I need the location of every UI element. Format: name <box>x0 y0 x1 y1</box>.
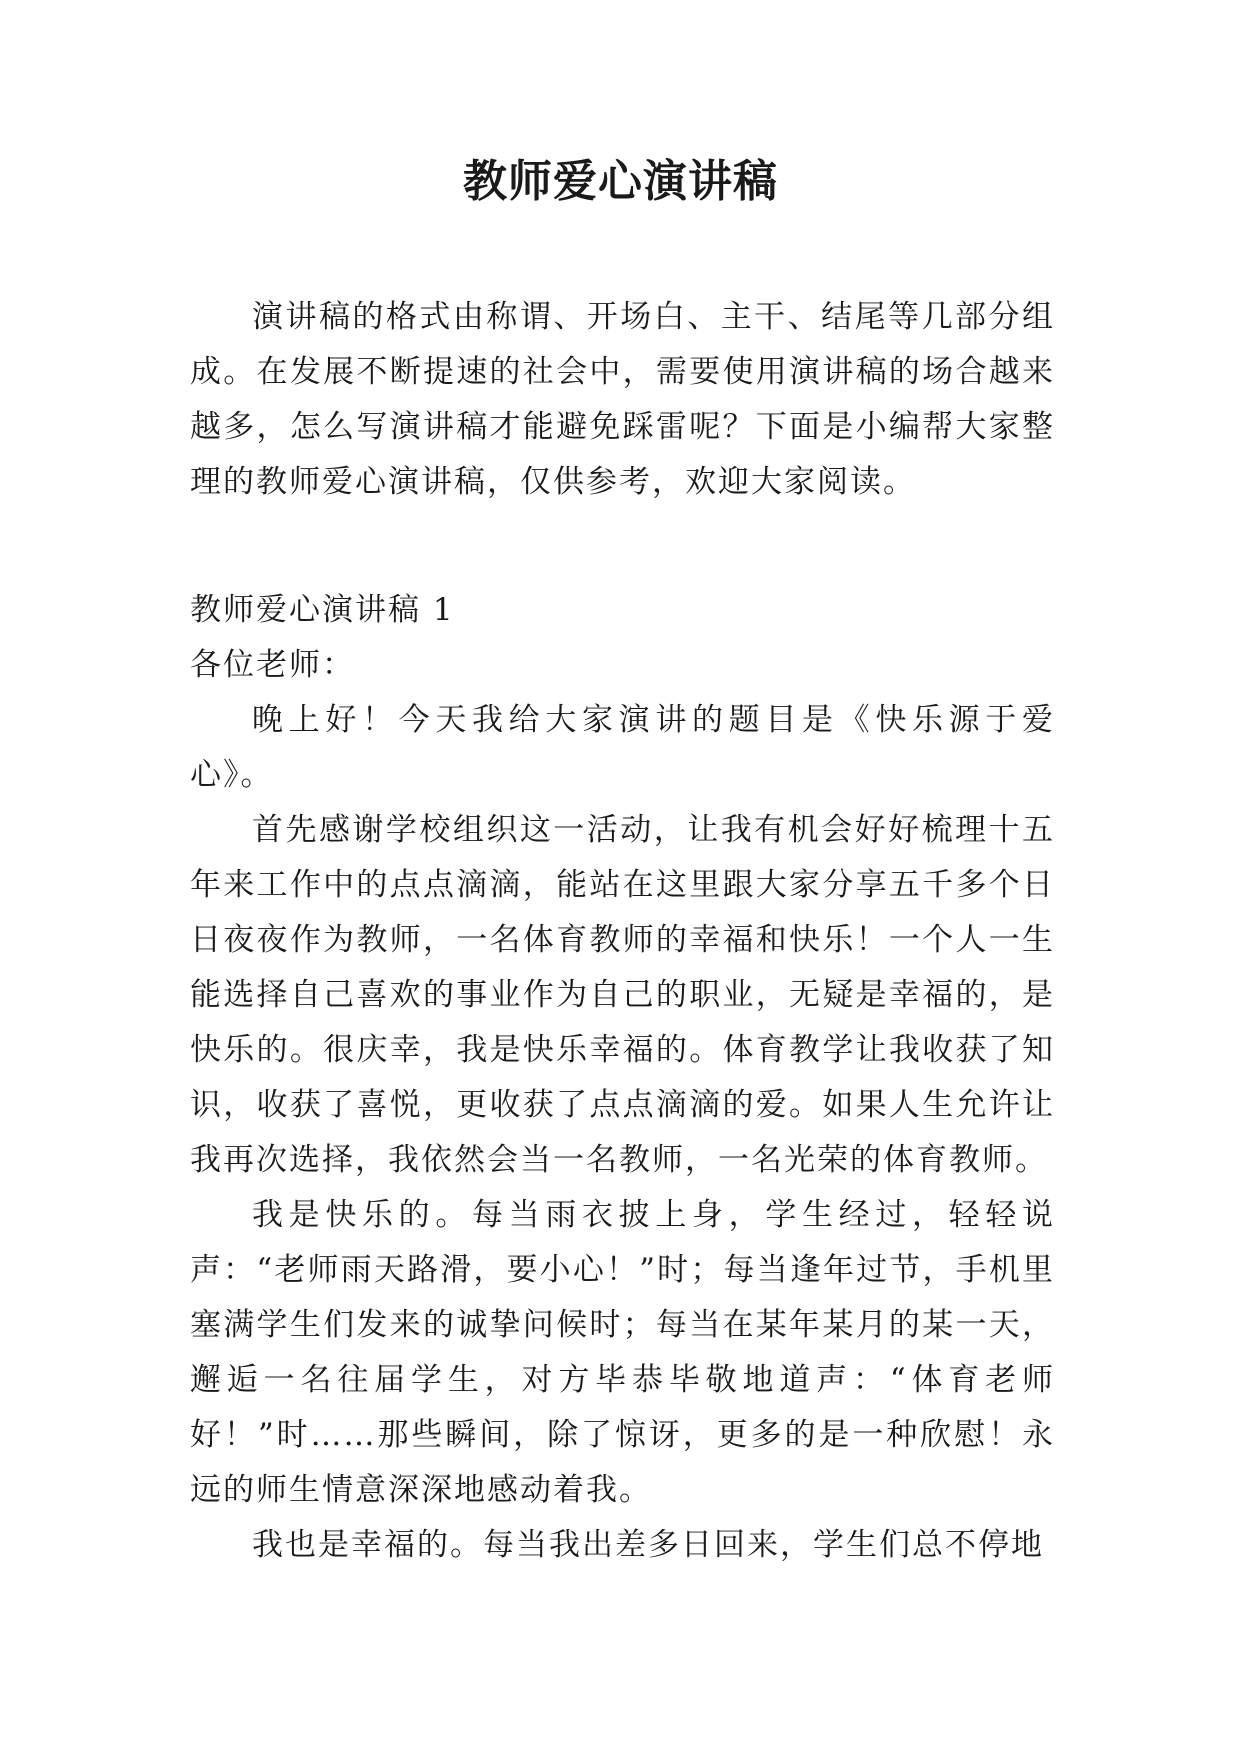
section-heading: 教师爱心演讲稿 1 <box>190 592 455 628</box>
body-paragraph: 我是快乐的。每当雨衣披上身，学生经过，轻轻说声：“老师雨天路滑，要小心！”时；每当逢年过节，手机里塞满学生们发来的诚挚问候时；每当在某年某月的某一天，邂逅一名往届学生，对方毕恭毕敬地道声：“体育老师好！”时……那些瞬间，除了惊讶，更多的是一种欣慰！永远的师生情意深深地感动着我。 <box>190 1197 1055 1508</box>
document-title: 教师爱心演讲稿 <box>463 156 778 207</box>
body-paragraph: 首先感谢学校组织这一活动，让我有机会好好梳理十五年来工作中的点点滴滴，能站在这里跟大家分享五千多个日日夜夜作为教师，一名体育教师的幸福和快乐！一个人一生能选择自己喜欢的事业作为自己的职业，无疑是幸福的，是快乐的。很庆幸，我是快乐幸福的。体育教学让我收获了知识，收获了喜悦，更收获了点点滴滴的爱。如果人生允许让我再次选择，我依然会当一名教师，一名光荣的体育教师。 <box>190 812 1055 1178</box>
intro-block <box>190 290 1055 510</box>
body-paragraph: 我也是幸福的。每当我出差多日回来，学生们总不停地 <box>252 1527 1044 1563</box>
salutation: 各位老师： <box>190 647 355 683</box>
article-body <box>190 583 1055 1573</box>
body-paragraph: 晚上好！今天我给大家演讲的题目是《快乐源于爱心》。 <box>190 702 1055 793</box>
intro-paragraph: 演讲稿的格式由称谓、开场白、主干、结尾等几部分组成。在发展不断提速的社会中，需要使用演讲稿的场合越来越多，怎么写演讲稿才能避免踩雷呢？下面是小编帮大家整理的教师爱心演讲稿，仅供参考，欢迎大家阅读。 <box>190 299 1055 500</box>
